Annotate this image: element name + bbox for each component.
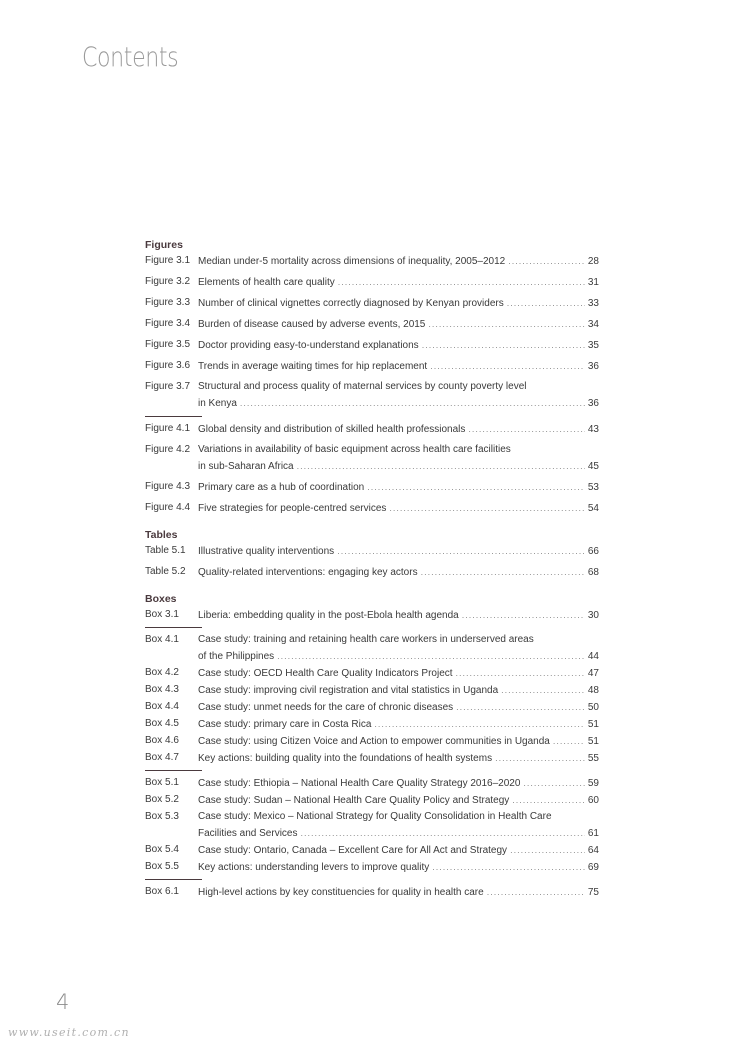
toc-entry-text bbox=[198, 500, 599, 517]
toc-entry-page: 31 bbox=[587, 277, 599, 288]
toc-entry-line bbox=[198, 442, 599, 458]
toc-entry-title: Burden of disease caused by adverse events, 2015 bbox=[198, 319, 426, 330]
toc-entry[interactable] bbox=[145, 442, 599, 475]
toc-entry-text bbox=[198, 274, 599, 291]
toc-entry-line bbox=[198, 274, 599, 291]
toc-entry[interactable] bbox=[145, 295, 599, 312]
toc-entry[interactable] bbox=[145, 379, 599, 412]
toc-entry-text bbox=[198, 379, 599, 412]
toc-entry-line bbox=[198, 253, 599, 270]
dot-leader bbox=[421, 564, 585, 580]
toc-entry-page: 75 bbox=[587, 887, 599, 898]
toc-entry-text bbox=[198, 665, 599, 682]
toc-entry-label: Figure 4.1 bbox=[145, 423, 191, 434]
toc-entry-text bbox=[198, 809, 599, 842]
toc-entry-page: 51 bbox=[587, 736, 599, 747]
dot-leader bbox=[300, 825, 584, 841]
toc-entry-label: Figure 4.4 bbox=[145, 502, 191, 513]
toc-entry-label: Box 5.4 bbox=[145, 844, 179, 855]
toc-entry-line bbox=[198, 775, 599, 792]
toc-entry[interactable] bbox=[145, 699, 599, 716]
toc-entry-line bbox=[198, 825, 599, 842]
toc-entry-title: Illustrative quality interventions bbox=[198, 546, 335, 557]
toc-entry-label: Table 5.2 bbox=[145, 566, 186, 577]
toc-entry-page: 54 bbox=[587, 503, 599, 514]
toc-entry-label: Figure 3.6 bbox=[145, 360, 191, 371]
toc-entry-label: Box 4.1 bbox=[145, 634, 179, 645]
dot-leader bbox=[374, 716, 584, 732]
dot-leader bbox=[462, 607, 585, 623]
toc-entry-page: 47 bbox=[587, 668, 599, 679]
toc-entry-label: Box 5.1 bbox=[145, 777, 179, 788]
toc-entry[interactable] bbox=[145, 750, 599, 767]
toc-entry-line bbox=[198, 479, 599, 496]
figures-section bbox=[145, 238, 599, 517]
toc-entry-title: Primary care as a hub of coordination bbox=[198, 482, 365, 493]
toc-entry-page: 35 bbox=[587, 340, 599, 351]
toc-entry-line bbox=[198, 607, 599, 624]
toc-entry-line bbox=[198, 809, 599, 825]
toc-entry-page: 51 bbox=[587, 719, 599, 730]
toc-entry-line bbox=[198, 792, 599, 809]
dot-leader bbox=[422, 337, 585, 353]
toc-entry-page: 68 bbox=[587, 567, 599, 578]
toc-entry-text bbox=[198, 750, 599, 767]
toc-entry-page: 48 bbox=[587, 685, 599, 696]
toc-entry-title: Median under-5 mortality across dimensions of inequality, 2005–2012 bbox=[198, 256, 506, 267]
dot-leader bbox=[501, 682, 585, 698]
boxes-heading: Boxes bbox=[145, 593, 177, 605]
toc-entry[interactable] bbox=[145, 884, 599, 901]
toc-entry-line bbox=[198, 458, 599, 475]
toc-entry[interactable] bbox=[145, 733, 599, 750]
dot-leader bbox=[277, 648, 585, 664]
toc-entry-label: Box 4.5 bbox=[145, 718, 179, 729]
toc-entry-label: Box 4.2 bbox=[145, 667, 179, 678]
toc-entry-label: Box 6.1 bbox=[145, 886, 179, 897]
toc-entry-title: Five strategies for people-centred services bbox=[198, 503, 387, 514]
toc-entry-title: Quality-related interventions: engaging key actors bbox=[198, 567, 418, 578]
toc-entry[interactable] bbox=[145, 274, 599, 291]
toc-entry[interactable] bbox=[145, 775, 599, 792]
toc-entry-label: Box 4.7 bbox=[145, 752, 179, 763]
toc-entry[interactable] bbox=[145, 421, 599, 438]
dot-leader bbox=[553, 733, 585, 749]
toc-entry-label: Figure 4.3 bbox=[145, 481, 191, 492]
toc-entry-text bbox=[198, 295, 599, 312]
toc-entry-label: Box 4.3 bbox=[145, 684, 179, 695]
toc-entry-title: Facilities and Services bbox=[198, 828, 298, 839]
dot-leader bbox=[523, 775, 584, 791]
toc-entry-page: 34 bbox=[587, 319, 599, 330]
toc-entry-text bbox=[198, 253, 599, 270]
toc-entry-title: in sub-Saharan Africa bbox=[198, 461, 294, 472]
figures-heading: Figures bbox=[145, 239, 183, 251]
group-divider bbox=[145, 879, 202, 880]
toc-entry-page: 61 bbox=[587, 828, 599, 839]
toc-entry[interactable] bbox=[145, 809, 599, 842]
toc-entry-label: Box 4.4 bbox=[145, 701, 179, 712]
dot-leader bbox=[389, 500, 584, 516]
toc-entry-label: Figure 3.3 bbox=[145, 297, 191, 308]
toc-entry-line bbox=[198, 665, 599, 682]
toc-entry-text bbox=[198, 358, 599, 375]
toc-entry-label: Table 5.1 bbox=[145, 545, 186, 556]
toc-entry-line bbox=[198, 750, 599, 767]
toc-entry-title: Trends in average waiting times for hip replacement bbox=[198, 361, 428, 372]
toc-entry-line bbox=[198, 337, 599, 354]
dot-leader bbox=[428, 316, 585, 332]
toc-entry-page: 30 bbox=[587, 610, 599, 621]
toc-entry-text bbox=[198, 859, 599, 876]
toc-entry-title: Global density and distribution of skilled health professionals bbox=[198, 424, 466, 435]
toc-entry[interactable] bbox=[145, 859, 599, 876]
toc-entry-line bbox=[198, 421, 599, 438]
toc-entry-title: Case study: Sudan – National Health Care Quality Policy and Strategy bbox=[198, 795, 510, 806]
dot-leader bbox=[512, 792, 585, 808]
toc-entry-line bbox=[198, 395, 599, 412]
toc-entry-page: 53 bbox=[587, 482, 599, 493]
toc-entry-page: 45 bbox=[587, 461, 599, 472]
dot-leader bbox=[432, 859, 585, 875]
toc-entry-text bbox=[198, 733, 599, 750]
toc-entry-text bbox=[198, 564, 599, 581]
tables-heading: Tables bbox=[145, 529, 178, 541]
tables-section bbox=[145, 528, 599, 581]
toc-entry-label: Figure 4.2 bbox=[145, 444, 191, 455]
toc-entry-label: Box 4.6 bbox=[145, 735, 179, 746]
toc-entry[interactable] bbox=[145, 682, 599, 699]
toc-entry-label: Box 5.3 bbox=[145, 811, 179, 822]
toc-entry[interactable] bbox=[145, 792, 599, 809]
toc-entry-title: Case study: training and retaining health care workers in underserved areas bbox=[198, 634, 534, 645]
toc-entry-text bbox=[198, 632, 599, 665]
dot-leader bbox=[510, 842, 585, 858]
table-of-contents bbox=[145, 238, 599, 901]
toc-entry-line bbox=[198, 842, 599, 859]
toc-entry-page: 50 bbox=[587, 702, 599, 713]
toc-entry-line bbox=[198, 632, 599, 648]
toc-entry-title: Case study: Ontario, Canada – Excellent Care for All Act and Strategy bbox=[198, 845, 508, 856]
toc-entry-line bbox=[198, 859, 599, 876]
toc-entry-page: 36 bbox=[587, 361, 599, 372]
toc-entry-line bbox=[198, 295, 599, 312]
toc-entry-title: High-level actions by key constituencies for quality in health care bbox=[198, 887, 484, 898]
toc-entry-title: Case study: improving civil registration and vital statistics in Uganda bbox=[198, 685, 499, 696]
toc-entry-page: 36 bbox=[587, 398, 599, 409]
toc-entry[interactable] bbox=[145, 479, 599, 496]
toc-entry-page: 28 bbox=[587, 256, 599, 267]
toc-entry-title: Variations in availability of basic equipment across health care facilities bbox=[198, 444, 511, 455]
toc-entry-page: 64 bbox=[587, 845, 599, 856]
toc-entry-text bbox=[198, 607, 599, 624]
toc-entry-title: Case study: primary care in Costa Rica bbox=[198, 719, 372, 730]
toc-entry-text bbox=[198, 842, 599, 859]
toc-entry-label: Box 5.2 bbox=[145, 794, 179, 805]
dot-leader bbox=[297, 458, 585, 474]
dot-leader bbox=[338, 274, 585, 290]
toc-entry-page: 60 bbox=[587, 795, 599, 806]
toc-entry-label: Box 3.1 bbox=[145, 609, 179, 620]
toc-entry-line bbox=[198, 316, 599, 333]
toc-entry-label: Figure 3.4 bbox=[145, 318, 191, 329]
toc-entry-label: Figure 3.2 bbox=[145, 276, 191, 287]
toc-entry-label: Figure 3.7 bbox=[145, 381, 191, 392]
toc-entry-line bbox=[198, 358, 599, 375]
toc-entry-line bbox=[198, 564, 599, 581]
toc-entry[interactable] bbox=[145, 543, 599, 560]
toc-entry-line bbox=[198, 648, 599, 665]
toc-entry[interactable] bbox=[145, 337, 599, 354]
toc-entry-line bbox=[198, 716, 599, 733]
toc-entry-page: 33 bbox=[587, 298, 599, 309]
dot-leader bbox=[456, 665, 585, 681]
toc-entry-label: Figure 3.1 bbox=[145, 255, 191, 266]
toc-entry-line bbox=[198, 379, 599, 395]
toc-entry-text bbox=[198, 884, 599, 901]
toc-entry-text bbox=[198, 792, 599, 809]
toc-entry[interactable] bbox=[145, 716, 599, 733]
toc-entry[interactable] bbox=[145, 316, 599, 333]
dot-leader bbox=[507, 295, 585, 311]
group-divider bbox=[145, 627, 202, 628]
toc-entry-title: Key actions: understanding levers to improve quality bbox=[198, 862, 430, 873]
toc-entry-page: 59 bbox=[587, 778, 599, 789]
dot-leader bbox=[430, 358, 585, 374]
toc-entry-title: Case study: Ethiopia – National Health Care Quality Strategy 2016–2020 bbox=[198, 778, 521, 789]
toc-entry-title: Case study: OECD Health Care Quality Indicators Project bbox=[198, 668, 453, 679]
toc-entry-line bbox=[198, 733, 599, 750]
toc-entry-text bbox=[198, 316, 599, 333]
toc-entry-text bbox=[198, 699, 599, 716]
boxes-section bbox=[145, 592, 599, 901]
toc-entry-page: 69 bbox=[587, 862, 599, 873]
toc-entry-title: Structural and process quality of maternal services by county poverty level bbox=[198, 381, 527, 392]
toc-entry[interactable] bbox=[145, 632, 599, 665]
toc-entry-page: 44 bbox=[587, 651, 599, 662]
toc-entry-title: Elements of health care quality bbox=[198, 277, 335, 288]
toc-entry-title: Case study: unmet needs for the care of chronic diseases bbox=[198, 702, 454, 713]
toc-entry-label: Box 5.5 bbox=[145, 861, 179, 872]
toc-entry[interactable] bbox=[145, 564, 599, 581]
toc-entry-text bbox=[198, 682, 599, 699]
page-number: 4 bbox=[56, 990, 70, 1014]
toc-entry-line bbox=[198, 699, 599, 716]
toc-entry[interactable] bbox=[145, 500, 599, 517]
dot-leader bbox=[456, 699, 585, 715]
toc-entry-title: Key actions: building quality into the foundations of health systems bbox=[198, 753, 493, 764]
toc-entry-line bbox=[198, 884, 599, 901]
toc-entry-line bbox=[198, 500, 599, 517]
toc-entry-text bbox=[198, 775, 599, 792]
page-title: Contents bbox=[82, 42, 179, 73]
toc-entry-label: Figure 3.5 bbox=[145, 339, 191, 350]
group-divider bbox=[145, 770, 202, 771]
toc-entry[interactable] bbox=[145, 842, 599, 859]
toc-entry[interactable] bbox=[145, 358, 599, 375]
toc-entry-title: in Kenya bbox=[198, 398, 237, 409]
toc-entry-text bbox=[198, 337, 599, 354]
toc-entry[interactable] bbox=[145, 253, 599, 270]
toc-entry-page: 55 bbox=[587, 753, 599, 764]
toc-entry-line bbox=[198, 543, 599, 560]
toc-entry-title: Number of clinical vignettes correctly diagnosed by Kenyan providers bbox=[198, 298, 504, 309]
toc-entry-title: Case study: using Citizen Voice and Action to empower communities in Uganda bbox=[198, 736, 550, 747]
toc-entry-title: of the Philippines bbox=[198, 651, 275, 662]
dot-leader bbox=[337, 543, 585, 559]
dot-leader bbox=[508, 253, 585, 269]
toc-entry-text bbox=[198, 442, 599, 475]
dot-leader bbox=[468, 421, 584, 437]
toc-entry[interactable] bbox=[145, 607, 599, 624]
toc-entry-title: Liberia: embedding quality in the post-Ebola health agenda bbox=[198, 610, 459, 621]
dot-leader bbox=[367, 479, 585, 495]
toc-entry-text bbox=[198, 479, 599, 496]
watermark-text: www.useit.com.cn bbox=[8, 1026, 130, 1039]
dot-leader bbox=[487, 884, 585, 900]
group-divider bbox=[145, 416, 202, 417]
toc-entry-page: 43 bbox=[587, 424, 599, 435]
toc-entry-page: 66 bbox=[587, 546, 599, 557]
toc-entry-title: Doctor providing easy-to-understand explanations bbox=[198, 340, 419, 351]
toc-entry-text bbox=[198, 716, 599, 733]
toc-entry-text bbox=[198, 421, 599, 438]
toc-entry-text bbox=[198, 543, 599, 560]
dot-leader bbox=[240, 395, 585, 411]
toc-entry-title: Case study: Mexico – National Strategy for Quality Consolidation in Health Care bbox=[198, 811, 552, 822]
toc-entry-line bbox=[198, 682, 599, 699]
toc-entry[interactable] bbox=[145, 665, 599, 682]
dot-leader bbox=[495, 750, 585, 766]
